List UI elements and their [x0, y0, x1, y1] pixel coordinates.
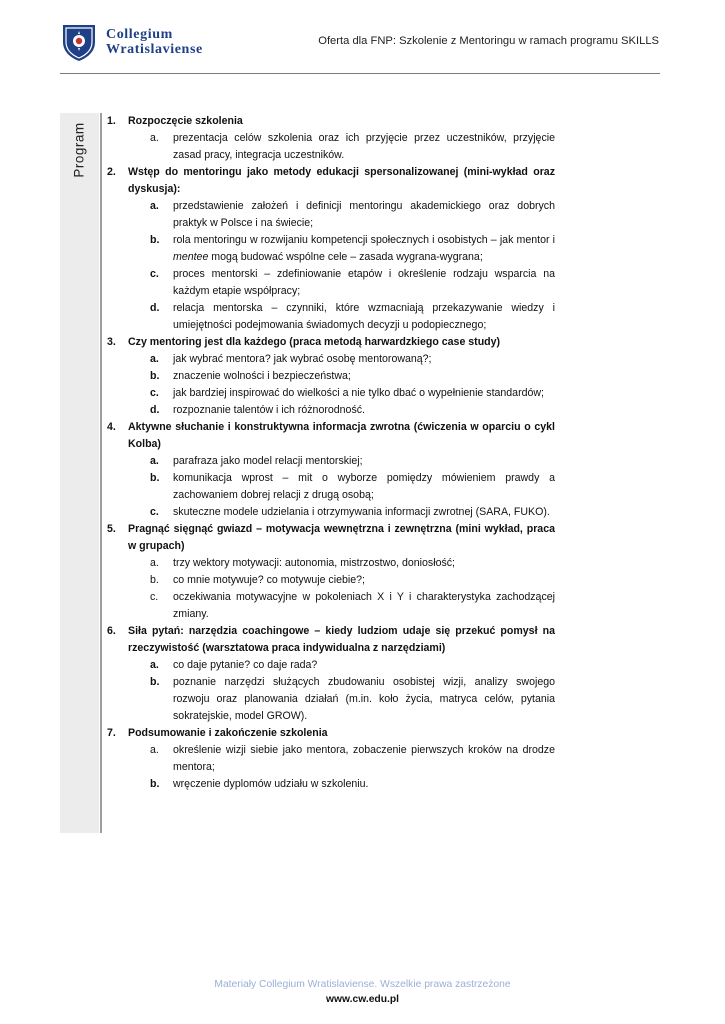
- list-item: [128, 504, 555, 521]
- list-item: [128, 589, 555, 623]
- program-side-rule: [100, 113, 102, 833]
- footer-copyright: Materiały Collegium Wratislaviense. Wszelkie prawa zastrzeżone: [214, 979, 511, 990]
- item-marker: d.: [150, 302, 160, 314]
- item-marker: a.: [150, 132, 159, 144]
- item-text-part: mogą budować wspólne cele – zasada wygrana-wygrana;: [208, 251, 483, 263]
- program-section: [107, 419, 555, 521]
- item-text: oczekiwania motywacyjne w pokoleniach X i Y i charakterystyka zachodzącej zmiany.: [173, 591, 555, 620]
- list-item: [128, 572, 555, 589]
- section-number: 7.: [107, 727, 116, 739]
- list-item: [128, 402, 555, 419]
- section-number: 6.: [107, 625, 116, 637]
- item-marker: a.: [150, 200, 159, 212]
- list-item: [128, 453, 555, 470]
- list-item: [128, 555, 555, 572]
- item-marker: b.: [150, 234, 160, 246]
- section-title: Podsumowanie i zakończenie szkolenia: [128, 727, 328, 739]
- item-marker: c.: [150, 387, 159, 399]
- item-marker: c.: [150, 506, 159, 518]
- program-side-band: [60, 113, 99, 833]
- item-text: co mnie motywuje? co motywuje ciebie?;: [173, 574, 365, 586]
- header-divider: [60, 73, 660, 74]
- program-section: [107, 113, 555, 164]
- item-text: jak wybrać mentora? jak wybrać osobę mentorowaną?;: [173, 353, 432, 365]
- list-item: [128, 351, 555, 368]
- item-marker: b.: [150, 370, 160, 382]
- item-marker: b.: [150, 472, 160, 484]
- list-item: [128, 674, 555, 725]
- item-text: poznanie narzędzi służących zbudowaniu osobistej wizji, analizy swojego rozwoju oraz planowania działań (m.in. koło życia, matryca celów, pytania sokratejskie, model GROW).: [173, 676, 555, 722]
- item-marker: c.: [150, 268, 159, 280]
- item-text: znaczenie wolności i bezpieczeństwa;: [173, 370, 351, 382]
- list-item: [128, 266, 555, 300]
- item-text: wręczenie dyplomów udziału w szkoleniu.: [173, 778, 369, 790]
- item-marker: b.: [150, 574, 159, 586]
- list-item: [128, 657, 555, 674]
- program-section: [107, 623, 555, 725]
- item-text: określenie wizji siebie jako mentora, zobaczenie pierwszych kroków na drodze mentora;: [173, 744, 555, 773]
- item-text: proces mentorski – zdefiniowanie etapów i określenie rodzaju wsparcia na każdym etapie współpracy;: [173, 268, 555, 297]
- page-header-title: Oferta dla FNP: Szkolenie z Mentoringu w ramach programu SKILLS: [318, 35, 659, 47]
- section-number: 3.: [107, 336, 116, 348]
- item-text: skuteczne modele udzielania i otrzymywania informacji zwrotnej (SARA, FUKO).: [173, 506, 550, 518]
- logo-line-1: Collegium: [106, 27, 173, 42]
- item-text: prezentacja celów szkolenia oraz ich przyjęcie przez uczestników, przyjęcie zasad pracy, integracja uczestników.: [173, 132, 555, 161]
- program-section: [107, 521, 555, 623]
- item-marker: a.: [150, 557, 159, 569]
- logo-line-2: Wratislaviense: [106, 42, 203, 57]
- list-item: [128, 130, 555, 164]
- crest-icon: [60, 22, 98, 62]
- section-number: 5.: [107, 523, 116, 535]
- item-marker: d.: [150, 404, 160, 416]
- item-text: komunikacja wprost – mit o wyborze pomiędzy mówieniem prawdy a zachowaniem dobrej relacji z drugą osobą;: [173, 472, 555, 501]
- section-title: Siła pytań: narzędzia coachingowe – kiedy ludziom udaje się przekuć pomysł na rzeczywistość (warsztatowa praca indywidualna z narzędziami): [128, 625, 555, 654]
- list-item: [128, 232, 555, 266]
- item-marker: a.: [150, 455, 159, 467]
- item-text: przedstawienie założeń i definicji mentoringu akademickiego oraz dobrych praktyk w Polsce i na świecie;: [173, 200, 555, 229]
- item-marker: c.: [150, 591, 159, 603]
- item-text: [173, 232, 555, 266]
- section-number: 2.: [107, 166, 116, 178]
- program-section: [107, 725, 555, 793]
- item-text: trzy wektory motywacji: autonomia, mistrzostwo, doniosłość;: [173, 557, 456, 569]
- list-item: [128, 198, 555, 232]
- list-item: [128, 776, 555, 793]
- footer-website[interactable]: www.cw.edu.pl: [325, 994, 400, 1005]
- item-marker: a.: [150, 353, 159, 365]
- item-text-part: rola mentoringu w rozwijaniu kompetencji społecznych i osobistych – jak mentor i: [173, 234, 555, 246]
- program-section: [107, 334, 555, 419]
- list-item: [128, 385, 555, 402]
- list-item: [128, 368, 555, 385]
- item-text: rozpoznanie talentów i ich różnorodność.: [173, 404, 365, 416]
- section-number: 4.: [107, 421, 116, 433]
- section-number: 1.: [107, 115, 116, 127]
- section-title: Czy mentoring jest dla każdego (praca metodą harwardzkiego case study): [128, 336, 501, 348]
- list-item: [128, 742, 555, 776]
- item-text-emphasis: mentee: [173, 251, 209, 263]
- list-item: [128, 470, 555, 504]
- item-text: parafraza jako model relacji mentorskiej;: [173, 455, 363, 467]
- section-title: Wstęp do mentoringu jako metody edukacji spersonalizowanej (mini-wykład oraz dyskusja):: [128, 166, 555, 195]
- item-marker: a.: [150, 744, 159, 756]
- program-side-label: Program: [71, 122, 87, 178]
- program-list: [107, 113, 555, 793]
- section-title: Aktywne słuchanie i konstruktywna informacja zwrotna (ćwiczenia w oparciu o cykl Kolba): [128, 421, 555, 450]
- item-text: co daje pytanie? co daje rada?: [173, 659, 318, 671]
- item-marker: a.: [150, 659, 159, 671]
- section-title: Rozpoczęcie szkolenia: [128, 115, 243, 127]
- item-marker: b.: [150, 778, 160, 790]
- list-item: [128, 300, 555, 334]
- item-text: relacja mentorska – czynniki, które wzmacniają przekazywanie wiedzy i umiejętności podejmowania świadomych decyzji u podopiecznego;: [173, 302, 555, 331]
- logo: [60, 22, 203, 62]
- item-text: jak bardziej inspirować do wielkości a nie tylko dbać o wypełnienie standardów;: [173, 387, 544, 399]
- section-title: Pragnąć sięgnąć gwiazd – motywacja wewnętrzna i zewnętrzna (mini wykład, praca w grupach): [128, 523, 555, 552]
- item-marker: b.: [150, 676, 160, 688]
- program-section: [107, 164, 555, 334]
